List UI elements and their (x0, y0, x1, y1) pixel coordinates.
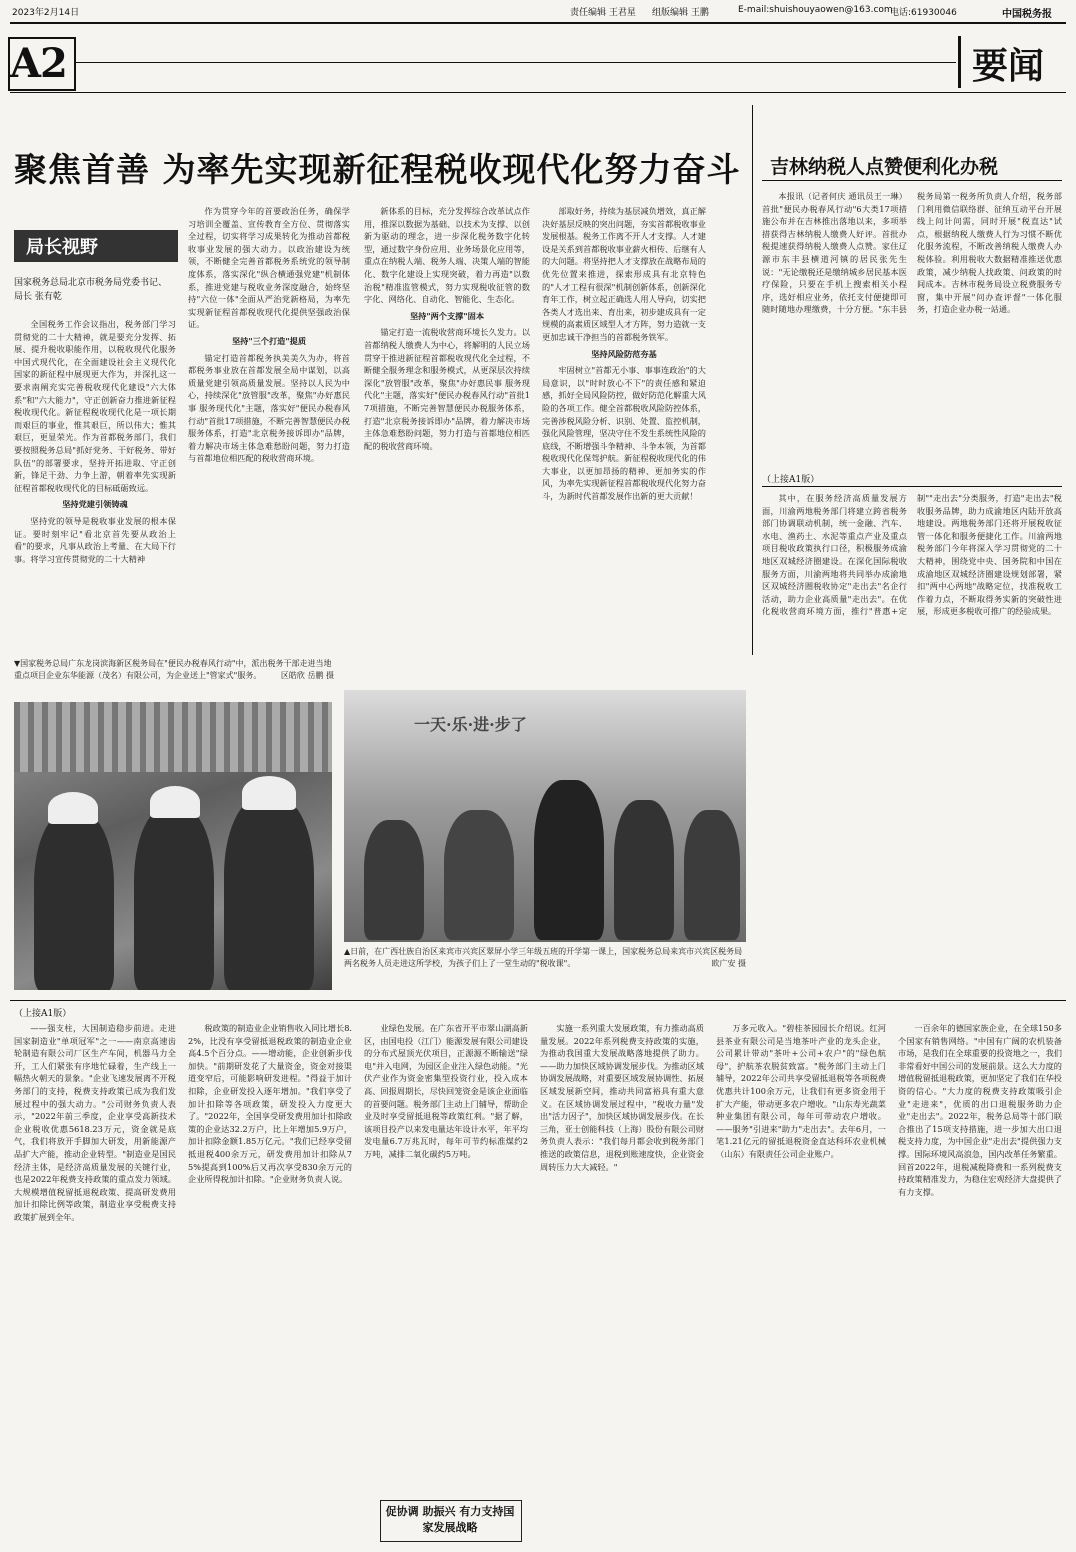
article-column-2 (188, 205, 350, 645)
hard-hat (242, 776, 296, 810)
article-column-4 (542, 205, 706, 645)
lower-column-2 (188, 1022, 352, 1542)
tax-officer-figure (534, 780, 604, 940)
subhead: 坚持党建引领铸魂 (62, 499, 128, 510)
subhead: 坚持"两个支撑"固本 (409, 310, 485, 321)
editor-credit: 责任编辑 王君星 (570, 8, 636, 18)
article-paragraph: 锚定打造首都税务执美美久为办，将首都税务事业放在首都发展全局中谋划，以高质量党建引领高质量发展。坚持以人民为中心，持续深化"放管服"改革，聚焦"办好惠民事 服务现代化"主题，落实好"便民办税春风行动"首批17项措施，不断完善智慧便民办税服务体系，打造"北京税务接诉即办"品牌，着力解决市场主体急难愁盼问题，努力打造与首都地位相匹配的税收营商环境。 (188, 352, 350, 464)
lower-rule (10, 1000, 1066, 1001)
side-paragraph: 其中，在服务经济高质量发展方面，川渝两地税务部门将建立跨省税务部门协调联动机制，统一金融、汽车、水电、渔药土、水泥等重点产业及重点项目税收政策执行口径，积极服务成渝地区双城经济圈建设。在深化国际税收服务方面，川渝两地将共同举办成渝地区双城经济圈税收协定"走出去"名企行活动，助力企业高质量"走出去"。在优化税收营商环境方面，推行"普惠+定制""走出去"分类服务，打造"走出去"税收服务品牌，助力成渝地区内陆开放高地建设。两地税务部门还将开展税收征管一体化和服务便捷化工作。川渝两地税务部门今年将深入学习贯彻党的二十大精神，围绕党中央、国务院和中国在成渝地区双城经济圈建设规划部署，紧扣"两中心两地"战略定位，找准税收工作着力点，不断取得务实新的突破性进展，形成更多税收可推广的经验成果。 (762, 493, 1062, 617)
student-figure (364, 820, 424, 940)
person-figure (224, 797, 314, 990)
page-header (12, 2, 1064, 20)
person-figure (134, 807, 214, 990)
contact-email: E-mail:shuishouyaowen@163.com (738, 5, 893, 15)
person-figure (34, 812, 114, 990)
header-rule (10, 22, 1066, 24)
side-article (762, 190, 1062, 465)
hard-hat (48, 792, 98, 824)
photo-classroom (344, 690, 746, 942)
continued-note: （上接A1版） (762, 475, 820, 485)
subhead: 坚持"三个打造"提质 (231, 335, 307, 346)
contact-phone: 电话:61930046 (890, 8, 957, 18)
hard-hat (150, 786, 200, 818)
side-rule (762, 180, 1062, 181)
classroom-sign: 一天·乐·进·步了 (414, 715, 527, 734)
article-paragraph: 全国税务工作会议指出，税务部门学习贯彻党的二十大精神，就是要充分发挥、拓展、提升税收职能作用，以税收现代化服务中国式现代化，在全面建设社会主义现代化国家的新征程中展现更大作为，并深扎这一要求南阐充实完善税收现代化建设"六大体系"和"六大能力"，守正创新奋力推进新征程税收现代化。新征程税收现代化是一项长期而艰巨的事业，惟其艰巨，所以伟大；惟其艰巨，更显荣光。作为首都税务部门，我们要按照税务总局"抓好党务、干好税务、带好队伍"的部署要求，坚持开拓进取、守正创新，锋足干劲、力争上游，朝着率先实现新征程首都税收现代化的目标砥砺致远。 (14, 319, 176, 493)
article-paragraph: 牢固树立"首都无小事、事事连政治"的大局意识，以"时时放心不下"的责任感和紧迫感，抓好全局风险防控，做好防范化解重大风险的各项工作。健全首都税收风险防控体系，完善涉税风险分析、识别、处置、监控机制，强化风险管理，坚决守住不发生系统性风险的底线，不断增强斗争精神、斗争本领，为首都税收现代化保驾护航。新征程税收现代化的伟大事业，以更加昂扬的精神、更加务实的作风，为率先实现新征程首都税收现代化努力奋斗，为新时代首都发展作出新的更大贡献！ (542, 365, 706, 502)
side-rule-2 (762, 486, 1062, 487)
column-divider (752, 105, 753, 655)
subhead: 坚持风险防范夯基 (591, 348, 657, 359)
article-paragraph: 新体系的目标，充分发挥综合改革试点作用，推深以数据为基础、以技术为支撑、以创新为驱动的理念，进一步深化税务数字化转型，通过数字身份应用、业务场景化应用等，重点在纳税人端、税务人端、决策人端的智能化、数字化建设上实现突破，着力再造"以数治税"精准监管模式，努力实现税收征管的数字化、网络化、自动化、智能化、生态化。 (364, 206, 530, 305)
lower-paragraph: ——强支柱，大国制造稳步前进。走进国家制造业"单项冠军"之一——南京高速齿轮制造有限公司厂区生产车间，机器马力全开，工人们紧张有序地忙碌着，生产线上一幅热火朝天的景象。"企业飞速发展离不开税务部门的支持，税费支持政策已成为我们发展过程中的强大动力。"公司财务负责人表示，"2022年前三季度，企业享受高新技术企业税收优惠5618.23万元，资金就是底气，我们将放开手脚加大研发，用新能源产品扩大产能，推动企业转型。"制造业是国民经济主体，是经济高质量发展的关键行业，也是2022年税费支持政策的重点发力领域。大规模增值税留抵退税政策、提高研发费用加计扣除比例等政策，制造业享受税费支持政策扩展到全年。 (14, 1023, 176, 1222)
caption-text: ▲日前，在广西壮族自治区来宾市兴宾区翠屏小学三年级五班的开学第一课上，国家税务总局来宾市兴宾区税务局两名税务人员走进这所学校，为孩子们上了一堂生动的"税收课"。 (344, 947, 743, 968)
section-rule (76, 62, 956, 63)
side-continued-article (762, 492, 1062, 992)
article-paragraph: 锚定打造一流税收营商环境长久发力。以首都纳税人缴费人为中心，将解明的人民立场贯穿于推进新征程首都税收现代化全过程，不断健全服务理念和服务模式，从更深层次持续深化"放管服"改革，聚焦"办好惠民事 服务现代化"主题，落实好"便民办税春风行动"首批17项措施，不断完善智慧便民办税服务体系，打造"北京税务接诉即办"品牌，着力解决市场主体急难愁盼问题，努力打造与首都地位相匹配的税收营商环境。 (364, 327, 530, 451)
lower-paragraph: 税政策的制造业企业销售收入同比增长8.2%，比没有享受留抵退税政策的制造业企业高4.5个百分点。——增动能，企业创新步伐加快。"前期研发花了大量资金，资金对接渠道变窄后，可能影响研发进程。"得益于加计扣除，企业研发投入逐年增加。"我们享受了加计扣除等各项政策，研发投入力度更大了。"2022年，全国享受研发费用加计扣除政策的企业达32.2万户，比上年增加5.9万户，加计扣除金额1.85万亿元。"我们已经享受留抵退税400余万元，研发费用加计扣除从75%提高到100%后又再次享受830余万元的企业所得税加计扣除。"企业财务负责人说。 (188, 1023, 352, 1185)
continued-note-lower: （上接A1版） (14, 1009, 72, 1019)
main-headline: 聚焦首善 为率先实现新征程税收现代化努力奋斗 (14, 150, 741, 189)
article-column-1 (14, 318, 176, 648)
lower-column-6 (898, 1022, 1062, 1542)
author-byline: 国家税务总局北京市税务局党委书记、局长 张有乾 (14, 278, 168, 302)
industrial-pipes (14, 702, 332, 772)
side-paragraph: 本报讯（记者何庆 通讯员王一琳）首批"便民办税春风行动"6大类17项措施公布并在吉林推出落地以来，多项举措获得吉林纳税人缴费人好评。首批办税提速获得纳税人缴费人点赞。家住辽源市东丰县横道河镇的居民张先生说："无论缴税还是缴纳城乡居民基本医疗保险，只要在手机上搜索相关小程序，选好相应业务，依托支付便捷即可随时随地办理缴费，十分方便。"东丰县税务局第一税务所负责人介绍，税务部门利用微信联络群、征纳互动平台开展线上问计问需，同时开展"税直达"试点，根据纳税人缴费人行为习惯不断优化服务流程，不断改善纳税人缴费人办税体验。利用税收大数据精准推送优惠政策，减少纳税人找政策、问政策的时间成本。吉林市税务局设立税费服务专窗，集中开展"问办查评督"一体化服务，打造企业办税一站通。 (762, 191, 1062, 315)
lower-column-4 (540, 1022, 704, 1542)
photo-credit: 区皓欣 岳鹏 摄 (280, 671, 334, 680)
student-figure (614, 800, 674, 940)
article-paragraph: 作为贯穿今年的首要政治任务，确保学习培训全覆盖、宣传教育全方位、贯彻落实全过程，切实将学习成果转化为推动首都税收事业发展的强大动力。以政治建设为统领，不断健全完善首都税务系统党的领导制度体系，落实深化"纵合横通强党建"机制体系，推进党建与税收业务深度融合，始终坚持"六位一体"全面从严治党新格局，为率先实现新征程首都税收现代化提供坚强政治保证。 (188, 206, 350, 330)
lower-paragraph: 实施一系列重大发展政策，有力推动高质量发展。2022年系列税费支持政策的实施，为推动我国重大发展战略落地提供了助力。——助力加快区域协调发展步伐。为推动区域协调发展战略，对重要区域发展协调性、拓展区域发展新空间，推动共同富裕具有重大意义。在区域协调发展过程中，"税收力量"发出"活力因子"，加快区域协调发展步伐。在长三角，亚士创能科技（上海）股份有限公司财务负责人表示："我们每月都会收到税务部门推送的政策信息，退税到账速度快，企业资金周转压力大大减轻。" (540, 1023, 704, 1172)
photo-caption-right (344, 946, 746, 970)
side-headline: 吉林纳税人点赞便利化办税 (770, 156, 999, 178)
caption-text: ▼国家税务总局广东龙岗滨海新区税务局在"便民办税春风行动"中，派出税务干部走进当地重点项目企业东华能源（茂名）有限公司，为企业送上"管家式"服务。 (14, 659, 332, 680)
student-figure (684, 810, 740, 940)
layout-editor-credit: 组版编辑 王鹏 (652, 8, 709, 18)
article-column-3 (364, 205, 530, 645)
lower-paragraph: 万多元收入。"碧桂茶园园长介绍说。红河县茶业有限公司是当地茶叶产业的龙头企业，公司累计带动"茶叶+公司+农户"的"绿色航母"，护航茶农脱贫致富。"税务部门主动上门辅导，2022年公司共享受留抵退税等各项税费优惠共计100余万元，让我们有更多资金用于扩大产能，带动更多农户增收。"山东寿光蔬菜种业集团有限公司，每年可带动农户增收。——服务"引进来"助力"走出去"。去年6月，一笔1.21亿元的留抵退税资金直达科环农业机械（山东）有限责任公司企业账户。 (716, 1023, 886, 1159)
lower-paragraph: 业绿色发展。在广东省开平市翠山湖高新区，由国电投（江门）能源发展有限公司建设的分布式屋顶光伏项目，正源源不断输送"绿电"并入电网，为园区企业注入绿色动能。"光伏产业作为资金密集型投资行业，投入成本高、回报周期长，尽快回笼资金是该企业面临的首要问题。税务部门主动上门辅导，帮助企业及时享受留抵退税等政策红利。"据了解，该项目投产以来发电量达年设计水平，年平均发电量6.7万兆瓦时，每年可节约标准煤约2万吨，减排二氧化碳约5万吨。 (364, 1023, 528, 1159)
section-title: 要闻 (972, 45, 1045, 87)
lower-column-1 (14, 1022, 176, 1542)
top-rule (10, 92, 1066, 93)
article-paragraph: 坚持党的领导是税收事业发展的根本保证。要时刻牢记"看北京首先要从政治上看"的要求，凡事从政治上考量、在大局下行事。将学习宣传贯彻党的二十大精神 (14, 515, 176, 564)
article-paragraph: 部取好务，持续为基层减负增效，真正解决好基层反映的突出问题，夯实首都税收事业发展根基。税务工作离不开人才支撑。人才建设是关系到首都税收事业薪火相传、后继有人的大问题。将坚持把人才支撑放在战略布局的优先位置来推进，探索形成具有北京特色的"人才工程有很深"机制创新体系，创新深化育年工作，树立起正确选人用人导向，切实把各类人才选出来、育出来，初步建成具有一定规模的高素质区域型人才方阵，努力造就一支更加忠诚干净担当的首都税务铁军。 (542, 206, 706, 342)
photo-tax-officers-site (14, 702, 332, 990)
lower-column-5 (716, 1022, 886, 1542)
issue-date: 2023年2月14日 (12, 8, 80, 18)
lower-column-3 (364, 1022, 528, 1542)
lower-paragraph: 一百余年的德国家族企业，在全球150多个国家有销售网络。"中国有广阔的农机装备市场，是我们在全球重要的投资地之一，我们非常看好中国公司的发展前景。这么大力度的增值税留抵退税政策，更加坚定了我们在华投资的信心。"大力度的税费支持政策吸引企业"走进来"，优质的出口退税服务助力企业"走出去"。2022年，税务总局等十部门联合推出了15项支持措施，进一步加大出口退税支持力度，为中国企业"走出去"提供强力支撑。国际环境风高浪急，国内改革任务繁重。回首2022年，退税减税降费和一系列税费支持政策精准发力，为稳住宏观经济大盘提供了有力支撑。 (898, 1023, 1062, 1197)
section-bar (958, 36, 961, 88)
photo-caption-left (14, 658, 334, 682)
page-number: A2 (10, 40, 67, 87)
subsection-banner: 促协调 助振兴 有力支持国家发展战略 (385, 1505, 515, 1534)
paper-name: 中国税务报 (1002, 9, 1052, 20)
photo-credit: 欧广安 摄 (711, 959, 746, 968)
column-badge: 局长视野 (14, 230, 178, 262)
student-figure (444, 810, 514, 940)
